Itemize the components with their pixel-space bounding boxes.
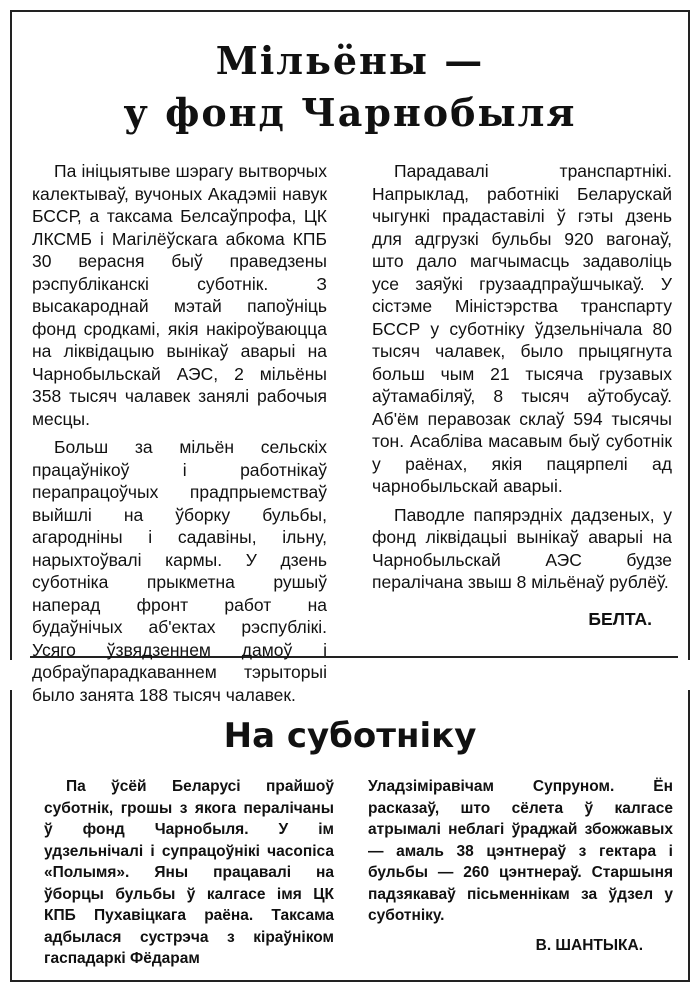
paragraph: Уладзіміравічам Супруном. Ён расказаў, што сёлета ў калгасе атрымалі неблагі ўраджай збожжавых — амаль 38 цэнтнераў з гектара і бульбы — 260 цэнтнераў. Старшыня падзякаваў пісьменнікам за ўдзел у суботніку. [368,778,673,924]
article2-column1 [44,776,334,970]
paragraph: Парадавалі транспартнікі. Напрыклад, работнікі Беларускай чыгункі прадаставілі ў гэты дзень для адгрузкі бульбы 920 вагонаў, што дало магчымасць задаволіць усе заяўкі грузаадпраўшчыкаў. У сістэме Міністэрства транспарту БССР у суботніку ўдзельнічала 80 тысяч чалавек, было прыцягнута больш чым 21 тысяча грузавых аўтамабіляў, 8 тысяч аўтобусаў. Аб'ём перавозак склаў 594 тысячы тон. Асабліва масавым быў суботнік у раёнах, якія пацярпелі ад чарнобыльскай аварыі. [372,161,672,496]
paragraph: Больш за мільён сельскіх працаўнікоў і работнікаў перапрацоўчых прадпрыемстваў выйшлі на ўборку бульбы, агародніны і садавіны, ільну, нарыхтоўвалі кармы. У дзень суботніка прыкметна рушыў наперад фронт работ на будаўнічых аб'ектах рэспублікі. Усяго ўзвядзеннем дамоў і добраўпарадкаваннем тэрыторыі было занята 188 тысяч чалавек. [32,437,327,705]
paragraph: Паводле папярэдніх дадзеных, у фонд ліквідацыі вынікаў аварыі на Чарнобыльскай АЭС будзе пералічана звыш 8 мільёнаў рублёў. [372,504,672,592]
paragraph: Па ініцыятыве шэрагу вытворчых калектываў, вучоных Акадэміі навук БССР, а таксама Белсаўпрофа, ЦК ЛКСМБ і Магілёўскага абкома КПБ 30 верасня быў праведзены рэспубліканскі суботнік. З высакароднай мэтай папоўніць фонд сродкамі, якія накіроўваюцца на ліквідацыю вынікаў аварыі на Чарнобыльскай АЭС, 2 мільёны 358 тысяч чалавек занялі рабочыя месцы. [32,161,327,429]
article1-signature: БЕЛТА. [588,608,652,629]
article1-headline-line1: Мільёны — [215,38,485,83]
article2-headline: На суботніку [223,716,477,756]
article2-column2 [368,776,673,956]
article1-headline-line2: у фонд Чарнобыля [123,90,577,135]
paragraph: Па ўсёй Беларусі прайшоў суботнік, грошы з якога пералічаны ў фонд Чарнобыля. У ім удзельнічалі і супрацоўнікі часопіса «Полымя». Яны працавалі на ўборцы бульбы ў калгасе імя ЦК КПБ Пухавіцкага раёна. Таксама адбылася сустрэча з кіраўніком гаспадаркі Фёдарам [44,778,334,967]
article1-column2 [372,160,672,630]
article1-column1 [32,160,327,706]
article2-signature: В. ШАНТЫКА. [535,936,643,954]
